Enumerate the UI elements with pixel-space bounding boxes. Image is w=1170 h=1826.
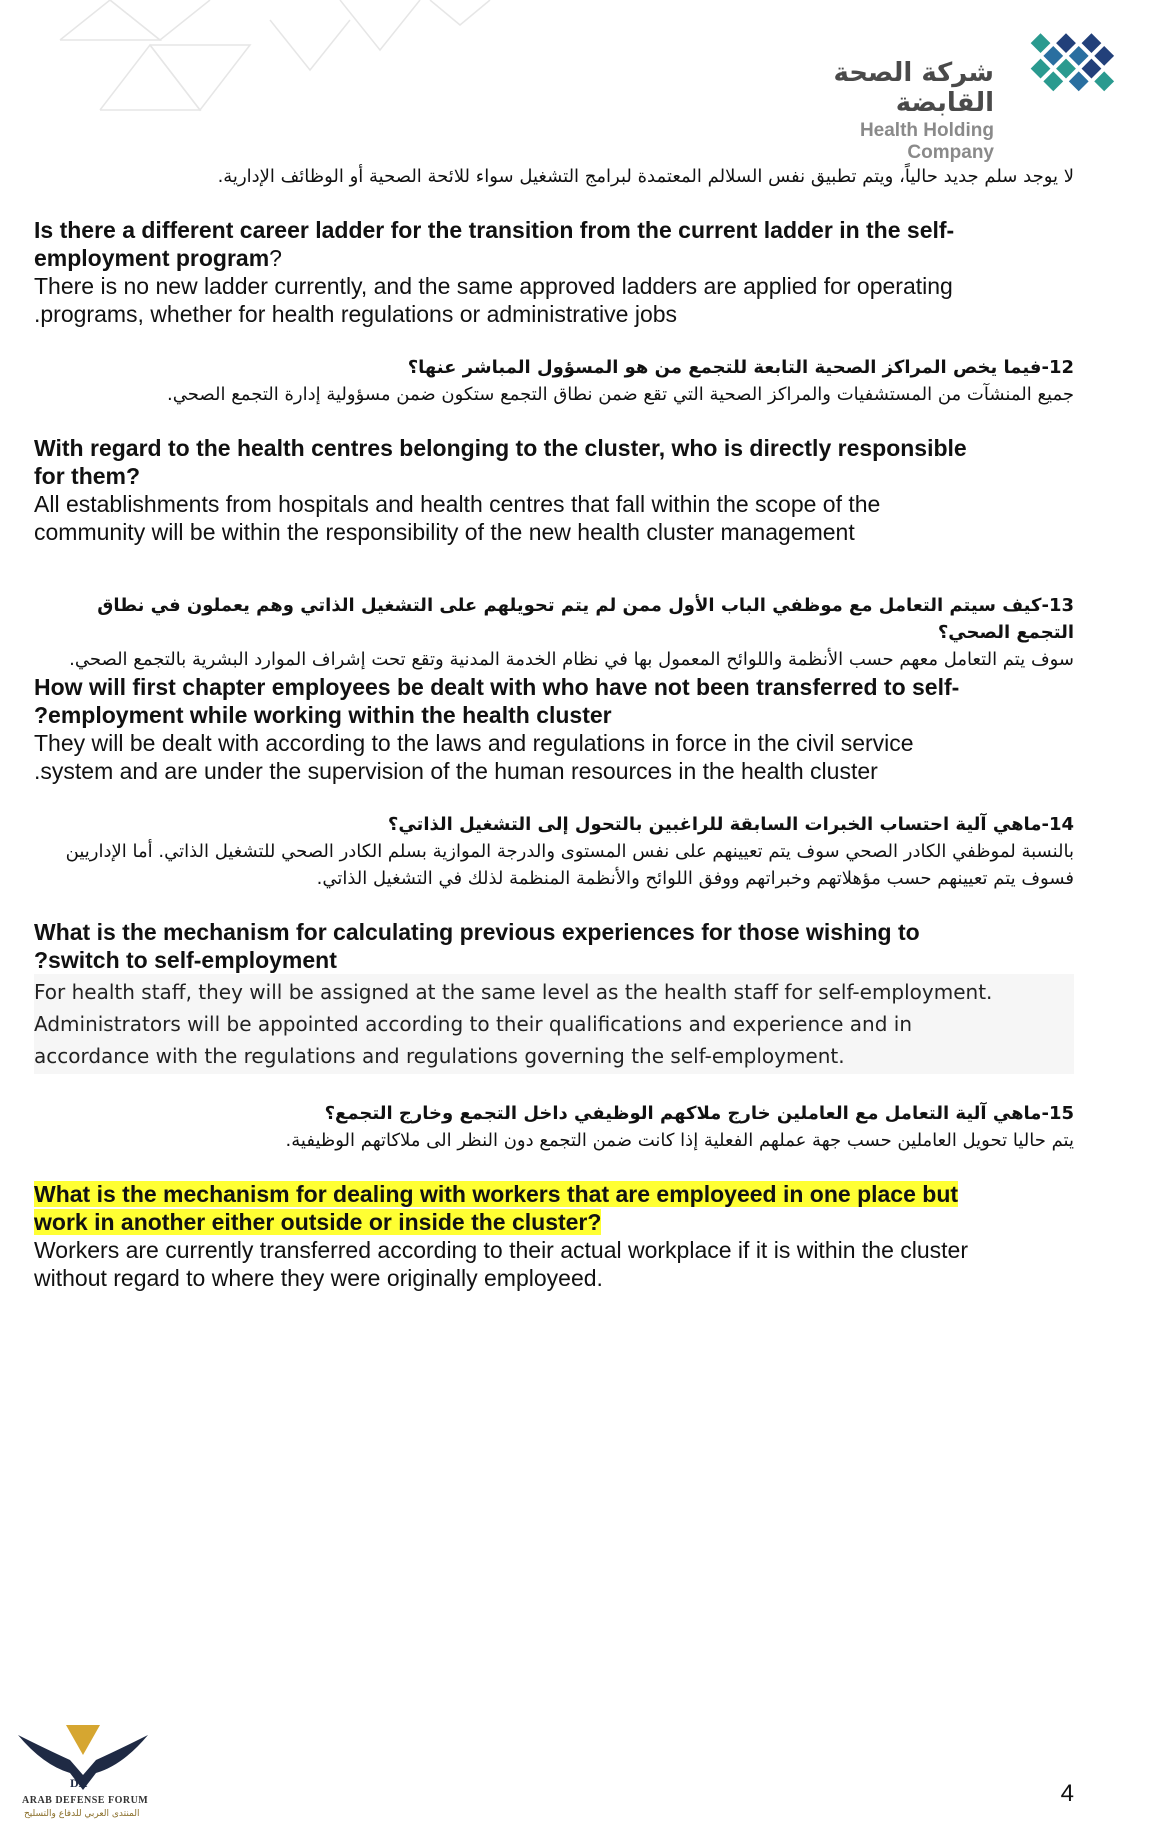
- q15-answer-arabic: يتم حاليا تحويل العاملين حسب جهة عملهم الفعلية إذا كانت ضمن التجمع دون النظر الى ملاكاتهم الوظيفية.: [285, 1130, 1074, 1151]
- q11-question-english-line2: [34, 244, 1074, 272]
- q11-answer-arabic: لا يوجد سلم جديد حالياً، ويتم تطبيق نفس السلالم المعتمدة لبرامج التشغيل سواء للائحة الصحية أو الوظائف الإدارية.: [217, 166, 1074, 187]
- q14-question-english-line1: What is the mechanism for calculating previous experiences for those wishing to: [34, 919, 920, 945]
- q11-question-english-line1: Is there a different career ladder for the transition from the current ladder in the self-: [34, 217, 955, 243]
- company-logo: [796, 20, 1126, 163]
- q12-answer-english-line1: All establishments from hospitals and health centres that fall within the scope of the: [34, 491, 881, 517]
- page-number: 4: [1060, 1780, 1074, 1807]
- q11-question-mark: ?: [269, 245, 282, 271]
- q15-question-english-line2-text: work in another either outside or inside the cluster?: [34, 1209, 602, 1235]
- forum-name-arabic: المنتدى العربي للدفاع والتسليح: [24, 1809, 140, 1819]
- q12-answer-english-line2: community will be within the responsibility of the new health cluster management: [34, 519, 855, 545]
- q11-answer-english-line1: There is no new ladder currently, and the same approved ladders are applied for operating: [34, 273, 953, 299]
- forum-name-english: ARAB DEFENSE FORUM: [22, 1795, 149, 1806]
- q11-question-english-line2-text: employment program: [34, 245, 270, 271]
- q13-answer-arabic: سوف يتم التعامل معهم حسب الأنظمة واللوائح المعمول بها في نظام الخدمة المدنية وتقع تحت إشراف الموارد البشرية بالتجمع الصحي.: [69, 649, 1074, 670]
- q14-answer-arabic: بالنسبة لموظفي الكادر الصحي سوف يتم تعيينهم على نفس المستوى والدرجة الموازية بسلم الكادر الصحي للتشغيل الذاتي. أما الإداريين فسوف يتم تعيينهم حسب مؤهلاتهم وخبراتهم ووفق اللوائح والأنظمة المنظمة لذلك في التشغيل الذاتي.: [65, 841, 1074, 889]
- q13-question-arabic: 13-كيف سيتم التعامل مع موظفي الباب الأول ممن لم يتم تحويلهم على التشغيل الذاتي وهم يعملون في نطاق التجمع الصحي؟: [97, 595, 1074, 643]
- q12-question-english-line2: for them?: [34, 463, 141, 489]
- forum-mark-text: DA: [70, 1776, 88, 1790]
- q15-answer-english-line1: Workers are currently transferred according to their actual workplace if it is within the cluster: [34, 1237, 969, 1263]
- q13-answer-english-line2: .system and are under the supervision of the human resources in the health cluster: [34, 758, 878, 784]
- q13-answer-english-line1: They will be dealt with according to the laws and regulations in force in the civil service: [34, 730, 914, 756]
- q12-answer-arabic: جميع المنشآت من المستشفيات والمراكز الصحية التي تقع ضمن نطاق التجمع ستكون ضمن مسؤولية إدارة التجمع الصحي.: [167, 384, 1074, 405]
- company-logo-mark-icon: [1006, 20, 1126, 120]
- decorative-triangle-pattern: [40, 0, 500, 130]
- q15-question-english-line2: [34, 1208, 1074, 1236]
- q15-question-english-line1-text: What is the mechanism for dealing with workers that are employeed in one place but: [34, 1181, 959, 1207]
- q14-answer-english-line2: Administrators will be appointed according to their qualifications and experience and in: [34, 1012, 912, 1036]
- q14-answer-english-line1: For health staff, they will be assigned at the same level as the health staff for self-employment.: [34, 980, 993, 1004]
- q15-answer-english-line2: without regard to where they were originally employeed.: [34, 1265, 603, 1291]
- company-name-arabic: شركة الصحة القابضة: [833, 58, 994, 118]
- forum-watermark: [8, 1715, 158, 1823]
- q12-question-arabic: 12-فيما يخص المراكز الصحية التابعة للتجمع من هو المسؤول المباشر عنها؟: [407, 357, 1074, 378]
- q14-question-arabic: 14-ماهي آلية احتساب الخبرات السابقة للراغبين بالتحول إلى التشغيل الذاتي؟: [387, 814, 1074, 835]
- eagle-emblem-icon: [8, 1715, 158, 1795]
- q11-answer-english-line2: .programs, whether for health regulations or administrative jobs: [34, 301, 678, 327]
- q15-question-english-line1: [34, 1180, 1074, 1208]
- q12-question-english-line1: With regard to the health centres belonging to the cluster, who is directly responsible: [34, 435, 967, 461]
- q15-question-arabic: 15-ماهي آلية التعامل مع العاملين خارج ملاكهم الوظيفي داخل التجمع وخارج التجمع؟: [324, 1103, 1074, 1124]
- q13-question-english-line2: ?employment while working within the health cluster: [34, 702, 612, 728]
- document-body: [34, 163, 1074, 1292]
- q14-question-english-line2: ?switch to self-employment: [34, 947, 337, 973]
- q14-answer-english-box: [34, 974, 1074, 1074]
- q14-answer-english-line3: accordance with the regulations and regulations governing the self-employment.: [34, 1044, 845, 1068]
- company-name-english: Health Holding Company: [859, 120, 994, 163]
- q13-question-english-line1: How will first chapter employees be dealt with who have not been transferred to self-: [34, 674, 960, 700]
